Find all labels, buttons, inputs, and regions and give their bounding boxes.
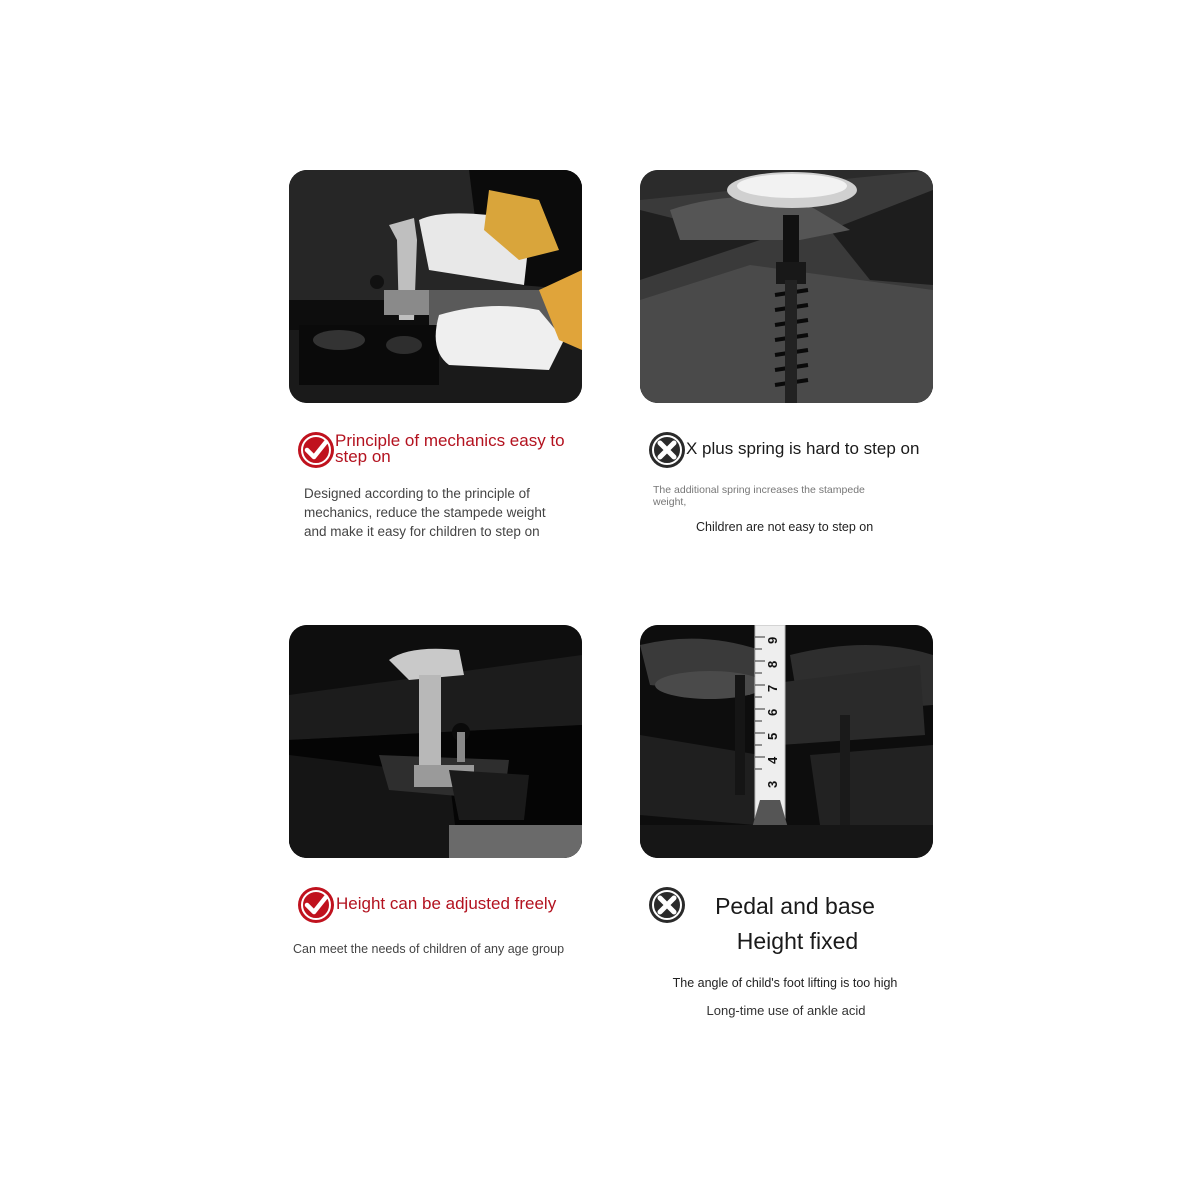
pedal-extender-photo — [289, 170, 582, 403]
card2-title: X plus spring is hard to step on — [686, 439, 920, 458]
fixed-pedal-photo — [640, 625, 933, 858]
card4-title-line2: Height fixed — [736, 928, 859, 954]
card3-title: Height can be adjusted freely — [336, 894, 557, 913]
tape-number: 6 — [765, 708, 780, 716]
check-icon — [297, 431, 335, 469]
tape-number: 7 — [765, 684, 780, 692]
card2-note: The additional spring increases the stampede weight, — [653, 484, 865, 508]
x-icon — [648, 886, 686, 924]
tape-number: 8 — [765, 660, 780, 668]
card2-description: Children are not easy to step on — [696, 520, 874, 534]
tape-number: 3 — [765, 780, 780, 788]
card3-description: Can meet the needs of children of any age group — [293, 942, 565, 956]
tape-number: 9 — [765, 636, 780, 644]
check-icon — [297, 886, 335, 924]
card1-title: Principle of mechanics easy to step on — [335, 431, 565, 466]
card4-title-line1: Pedal and base — [715, 893, 875, 919]
tape-number: 4 — [765, 756, 780, 764]
card4-description-line2: Long-time use of ankle acid — [706, 1003, 866, 1018]
card4-description-line1: The angle of child's foot lifting is too high — [672, 976, 898, 990]
x-icon — [648, 431, 686, 469]
spring-pedal-photo — [640, 170, 933, 403]
tape-number: 5 — [765, 732, 780, 740]
adjustable-extender-photo — [289, 625, 582, 858]
card1-description: Designed according to the principle of mechanics, reduce the stampede weight and make it easy for children to step on — [304, 486, 546, 539]
